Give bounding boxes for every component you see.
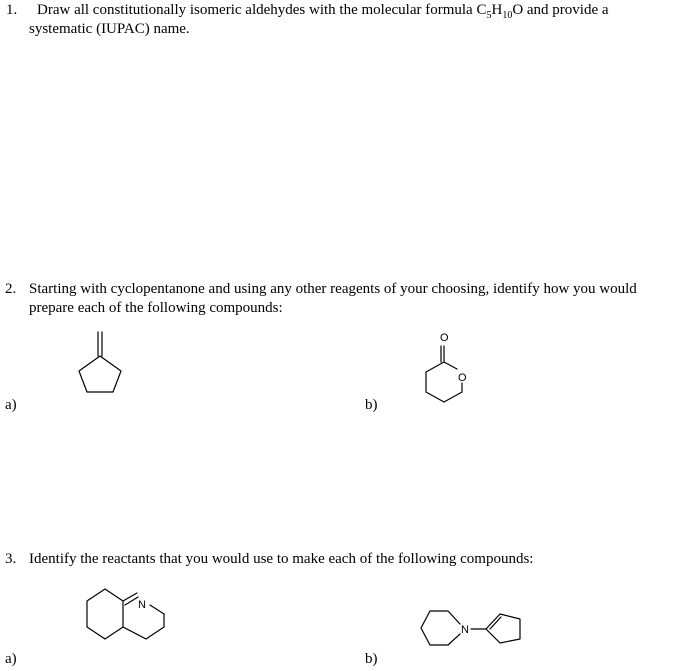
q2-line2: prepare each of the following compounds: xyxy=(29,300,283,316)
lactone-ring-oxygen: O xyxy=(458,372,467,384)
q2-number: 2. xyxy=(5,281,17,297)
q1-line1: Draw all constitutionally isomeric aldehydes with the molecular formula $C_5H_{10}O$ and provide a xyxy=(37,2,609,21)
q3-b-label: b) xyxy=(365,651,378,667)
q3-a-label: a) xyxy=(5,651,17,667)
methylenecyclopentane-structure xyxy=(79,332,121,392)
enamine-structure xyxy=(421,611,520,645)
q1-line2: systematic (IUPAC) name. xyxy=(29,21,190,37)
enamine-nitrogen: N xyxy=(461,624,469,636)
q2-a-label: a) xyxy=(5,397,17,413)
bicyclic-imine-structure xyxy=(87,589,164,639)
q2-b-label: b) xyxy=(365,397,378,413)
q3-number: 3. xyxy=(5,551,17,567)
q2-line1: Starting with cyclopentanone and using any other reagents of your choosing, identify how you would xyxy=(29,281,637,297)
q3-line1: Identify the reactants that you would use to make each of the following compounds: xyxy=(29,551,534,567)
lactone-structure xyxy=(426,332,467,402)
q1-number: 1. xyxy=(6,2,18,18)
lactone-carbonyl-oxygen: O xyxy=(440,332,449,344)
imine-nitrogen: N xyxy=(138,599,146,611)
